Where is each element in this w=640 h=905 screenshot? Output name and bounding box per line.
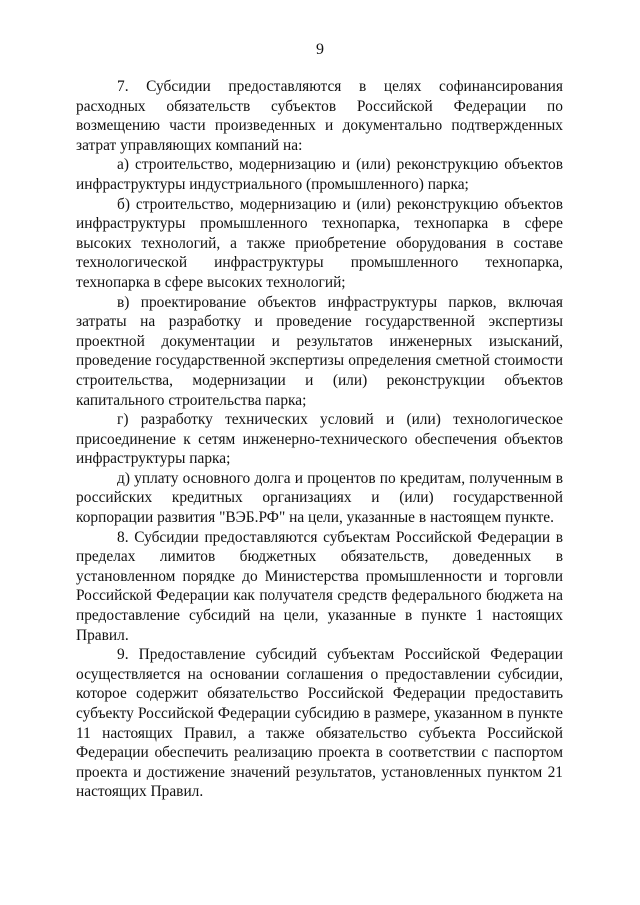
- page-number: 9: [316, 41, 324, 58]
- paragraph-9: 9. Предоставление субсидий субъектам Российской Федерации осуществляется на основании соглашения о предоставлении субсидии, которое содержит обязательство Российской Федерации предоставить субъекту Российской Федерации субсидию в размере, указанном в пункте 11 настоящих Правил, а также обязательство субъекта Российской Федерации обеспечить реализацию проекта в соответствии с паспортом проекта и достижение значений результатов, установленных пунктом 21 настоящих Правил.: [76, 646, 563, 801]
- subparagraph-b: б) строительство, модернизацию и (или) реконструкцию объектов инфраструктуры промышленного технопарка, технопарка в сфере высоких технологий, а также приобретение оборудования в составе технологической инфраструктуры промышленного технопарка, технопарка в сфере высоких технологий;: [76, 195, 563, 291]
- document-body: [76, 77, 563, 802]
- paragraph-7: 7. Субсидии предоставляются в целях софинансирования расходных обязательств субъектов Российской Федерации по возмещению части произведенных и документально подтвержденных затрат управляющих компаний на:: [76, 78, 563, 154]
- subparagraph-v: в) проектирование объектов инфраструктуры парков, включая затраты на разработку и проведение государственной экспертизы проектной документации и результатов инженерных изысканий, проведение государственной экспертизы определения сметной стоимости строительства, модернизации и (или) реконструкции объектов капитального строительства парка;: [76, 293, 563, 409]
- subparagraph-d: д) уплату основного долга и процентов по кредитам, полученным в российских кредитных организациях и (или) государственной корпорации развития "ВЭБ.РФ" на цели, указанные в настоящем пункте.: [76, 469, 563, 527]
- subparagraph-g: г) разработку технических условий и (или) технологическое присоединение к сетям инженерно-технического обеспечения объектов инфраструктуры парка;: [76, 411, 563, 468]
- paragraph-8: 8. Субсидии предоставляются субъектам Российской Федерации в пределах лимитов бюджетных обязательств, доведенных в установленном порядке до Министерства промышленности и торговли Российской Федерации как получателя средств федерального бюджета на предоставление субсидий на цели, указанные в пункте 1 настоящих Правил.: [76, 528, 563, 644]
- subparagraph-a: а) строительство, модернизацию и (или) реконструкцию объектов инфраструктуры индустриального (промышленного) парка;: [76, 156, 563, 193]
